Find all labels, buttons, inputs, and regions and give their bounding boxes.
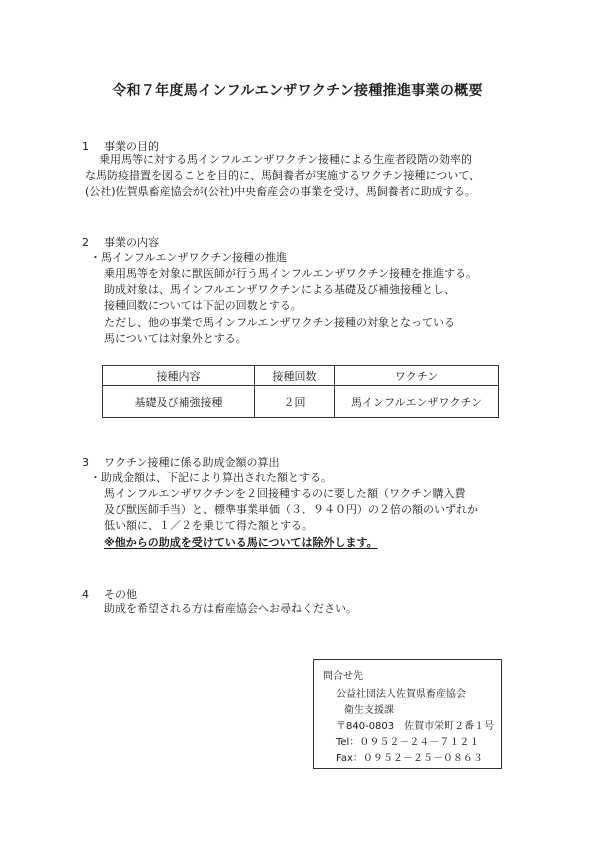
- section-1-line-3: (公社)佐賀県畜産協会が(公社)中央畜産会の事業を受け、馬飼養者に助成する。: [85, 185, 476, 198]
- section-4-number: 4: [82, 588, 89, 601]
- table-cell: 馬インフルエンザワクチン: [335, 386, 499, 418]
- section-2-number: 2: [82, 236, 89, 249]
- section-2-line-2: 助成対象は、馬インフルエンザワクチンによる基礎及び補強接種とし、: [104, 283, 456, 296]
- section-4-line: 助成を希望される方は畜産協会へお尋ねください。: [104, 602, 357, 615]
- section-3-note: ※他からの助成を受けている馬については除外します。: [104, 536, 378, 549]
- table-header-row: [103, 366, 499, 386]
- contact-label: 問合せ先: [323, 671, 363, 682]
- table-row: [103, 386, 499, 418]
- section-1-number: 1: [82, 140, 89, 153]
- contact-address: 〒840-0803 佐賀市栄町２番１号: [336, 721, 495, 732]
- contact-box: [313, 659, 502, 769]
- section-3-bullet: ・助成金額は、下記により算出された額とする。: [90, 471, 332, 484]
- section-4-heading: [82, 586, 137, 602]
- section-1-line-1: 乗用馬等に対する馬インフルエンザワクチン接種による生産者段階の効率的: [99, 153, 473, 166]
- section-2-title: 事業の内容: [104, 236, 159, 249]
- contact-department: 衛生支援課: [344, 705, 394, 716]
- section-2-line-5: 馬については対象外とする。: [104, 332, 247, 345]
- section-3-heading: [82, 454, 279, 470]
- contact-fax: Fax：０９５２－２５－０８６３: [336, 753, 483, 764]
- section-3-title: ワクチン接種に係る助成金額の算出: [104, 456, 280, 469]
- contact-tel: Tel：０９５２－２４－７１２１: [336, 737, 480, 748]
- section-3-line-2: 及び獣医師手当）と、標準事業単価（３．９４０円）の２倍の額のいずれか: [104, 503, 478, 516]
- table-cell: ２回: [255, 386, 335, 418]
- section-2-line-3: 接種回数については下記の回数とする。: [104, 299, 302, 312]
- table-header-cell: 接種内容: [103, 366, 255, 386]
- section-2-bullet: ・馬インフルエンザワクチン接種の推進: [90, 251, 288, 264]
- section-3-line-1: 馬インフルエンザワクチンを２回接種するのに要した額（ワクチン購入費: [104, 487, 466, 500]
- table-header-cell: 接種回数: [255, 366, 335, 386]
- page-title: 令和７年度馬インフルエンザワクチン接種推進事業の概要: [112, 83, 483, 99]
- table-header-cell: ワクチン: [335, 366, 499, 386]
- contact-organization: 公益社団法人佐賀県畜産協会: [336, 689, 466, 700]
- table-cell: 基礎及び補強接種: [103, 386, 255, 418]
- section-4-title: その他: [104, 588, 137, 601]
- section-2-line-4: ただし、他の事業で馬インフルエンザワクチン接種の対象となっている: [104, 316, 456, 329]
- section-1-title: 事業の目的: [104, 140, 159, 153]
- vaccination-table: [102, 365, 499, 418]
- section-2-heading: [82, 234, 159, 250]
- section-3-line-3: 低い額に、１／２を乗じて得た額とする。: [104, 519, 313, 532]
- section-1-line-2: な馬防疫措置を図ることを目的に、馬飼養者が実施するワクチン接種について、: [85, 169, 481, 182]
- section-2-line-1: 乗用馬等を対象に獣医師が行う馬インフルエンザワクチン接種を推進する。: [104, 267, 478, 280]
- section-3-number: 3: [82, 456, 89, 469]
